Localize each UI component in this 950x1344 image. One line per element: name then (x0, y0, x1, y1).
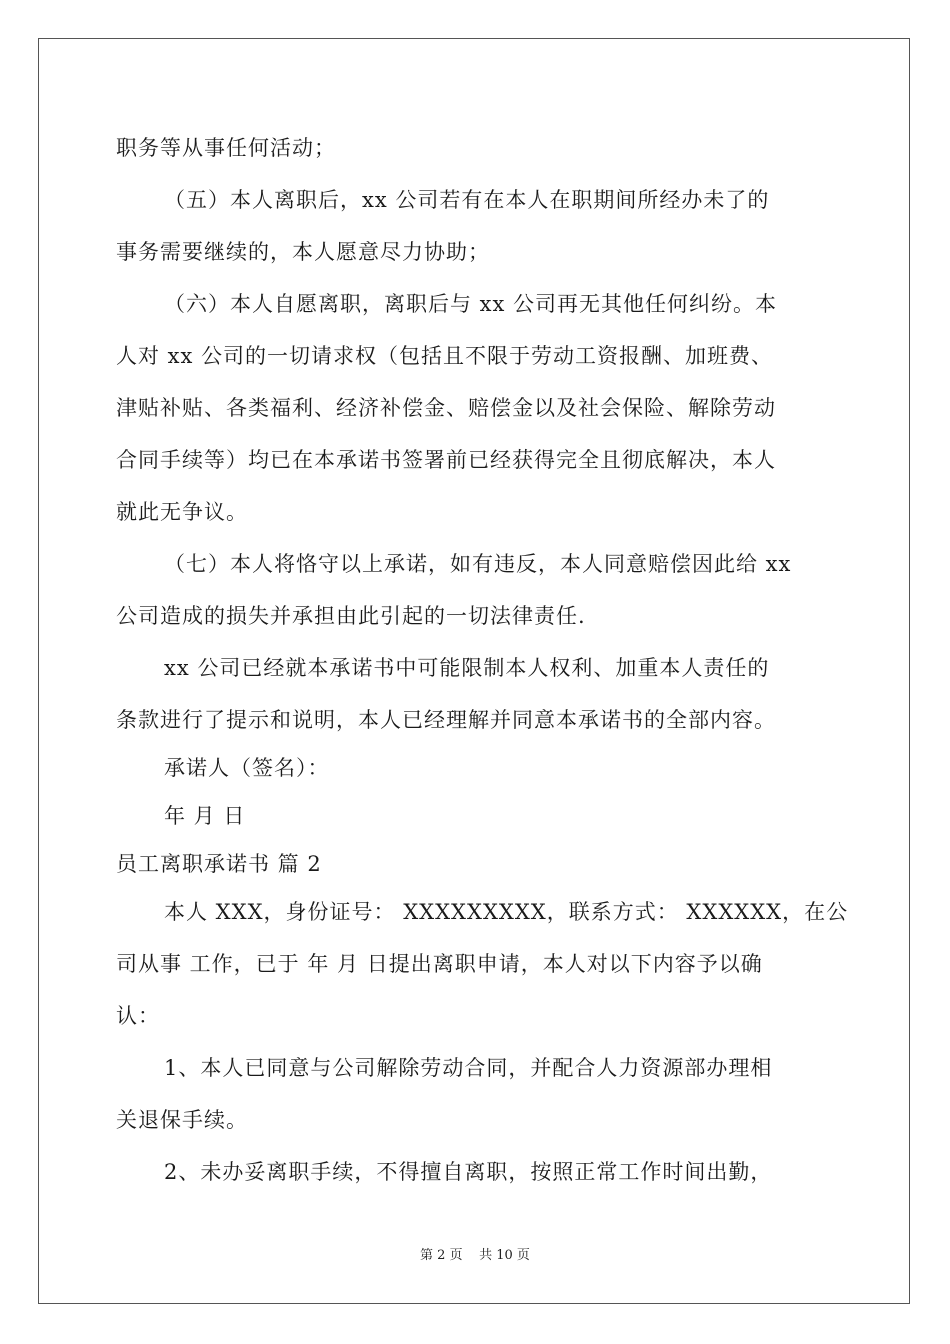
text-line-21: 2、未办妥离职手续，不得擅自离职，按照正常工作时间出勤， (164, 1160, 773, 1184)
date-line: 年 月 日 (164, 804, 246, 828)
text-line-20: 关退保手续。 (116, 1108, 248, 1132)
text-line-7: 合同手续等）均已在本承诺书签署前已经获得完全且彻底解决，本人 (116, 448, 776, 472)
text-line-16: 本人 XXX，身份证号： XXXXXXXXX，联系方式： XXXXXX，在公 (164, 900, 849, 924)
text-line-1: 职务等从事任何活动； (116, 136, 336, 160)
signature-label: 承诺人（签名）： (164, 756, 330, 780)
text-line-10: 公司造成的损失并承担由此引起的一切法律责任. (116, 604, 586, 628)
text-line-9: （七）本人将恪守以上承诺，如有违反，本人同意赔偿因此给 xx (164, 552, 792, 576)
section-heading: 员工离职承诺书 篇 2 (116, 852, 322, 876)
text-line-18: 认： (116, 1004, 160, 1028)
text-line-11: xx 公司已经就本承诺书中可能限制本人权利、加重本人责任的 (164, 656, 770, 680)
text-line-17: 司从事 工作，已于 年 月 日提出离职申请，本人对以下内容予以确 (116, 952, 763, 976)
page-number: 第 2 页 (420, 1248, 463, 1263)
text-line-6: 津贴补贴、各类福利、经济补偿金、赔偿金以及社会保险、解除劳动 (116, 396, 776, 420)
text-line-3: 事务需要继续的，本人愿意尽力协助； (116, 240, 490, 264)
text-line-8: 就此无争议。 (116, 500, 248, 524)
text-line-12: 条款进行了提示和说明，本人已经理解并同意本承诺书的全部内容。 (116, 708, 776, 732)
text-line-4: （六）本人自愿离职，离职后与 xx 公司再无其他任何纠纷。本 (164, 292, 778, 316)
page-footer (0, 1244, 950, 1263)
page-total: 共 10 页 (479, 1248, 530, 1263)
text-line-19: 1、本人已同意与公司解除劳动合同，并配合人力资源部办理相 (164, 1056, 773, 1080)
text-line-5: 人对 xx 公司的一切请求权（包括且不限于劳动工资报酬、加班费、 (116, 344, 774, 368)
text-line-2: （五）本人离职后，xx 公司若有在本人在职期间所经办未了的 (164, 188, 770, 212)
